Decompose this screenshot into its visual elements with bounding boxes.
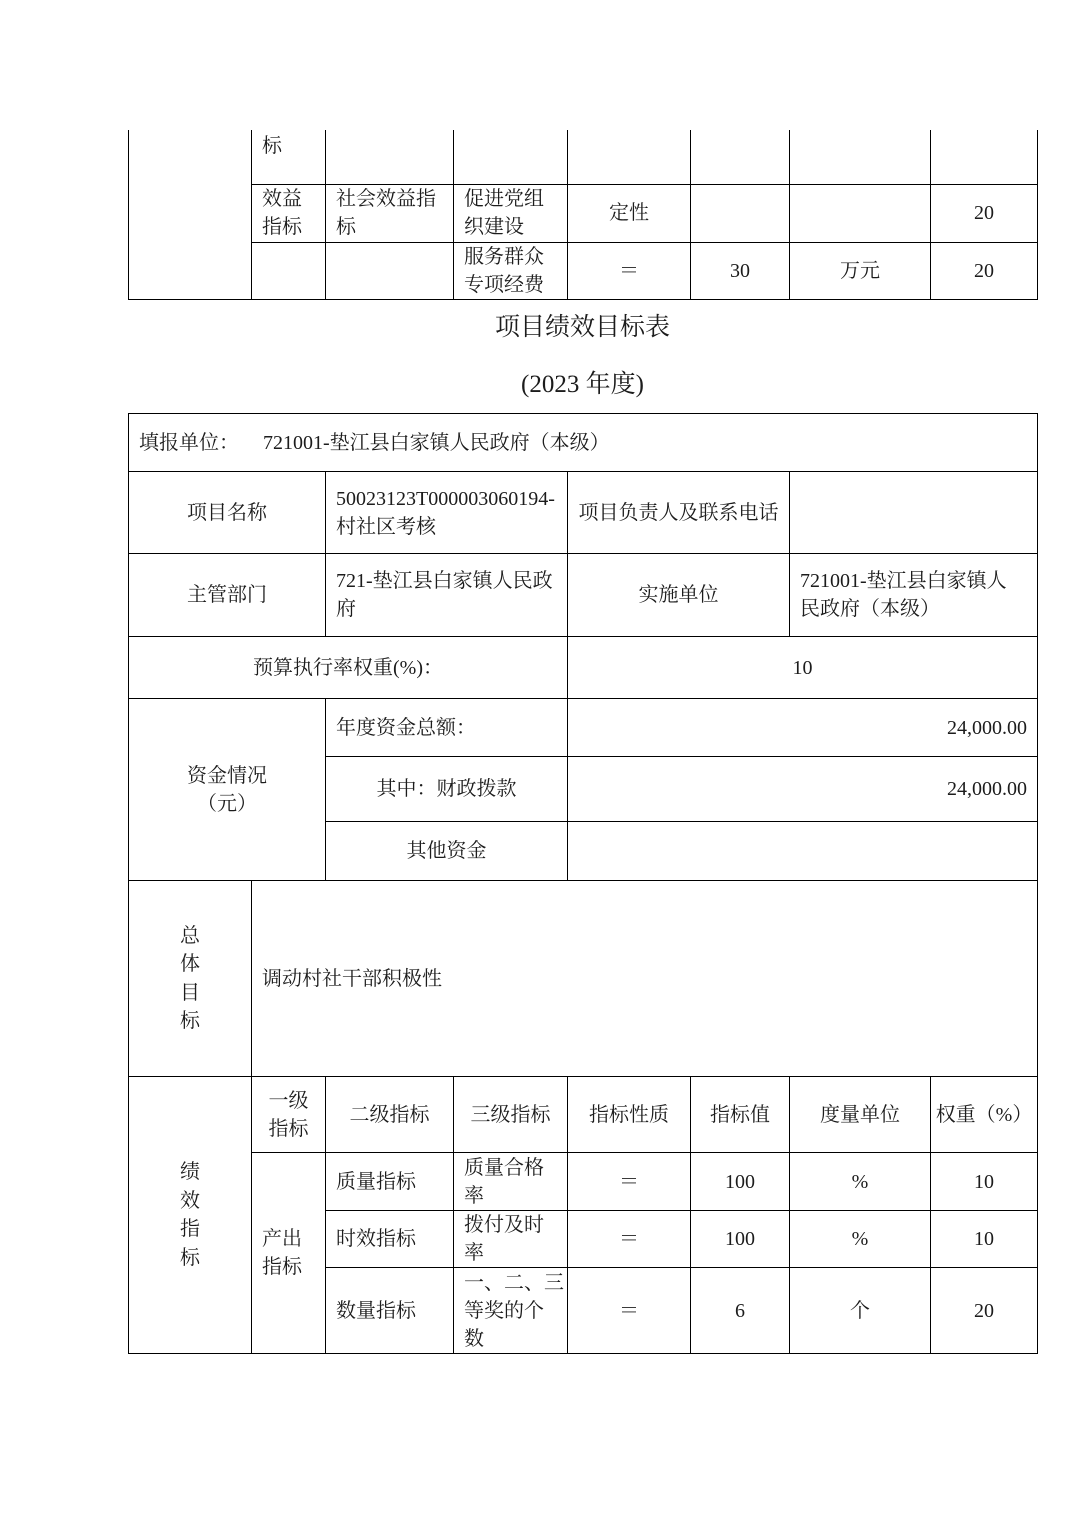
level3-cell: 拨付及时 率: [454, 1211, 568, 1268]
indicator-group-cell: [129, 130, 252, 299]
performance-target-table: [128, 413, 1038, 1354]
reporting-unit-cell: [129, 414, 1038, 472]
level2-cell: [326, 242, 454, 299]
value-cell: 6: [691, 1268, 790, 1354]
header-unit: 度量单位: [790, 1077, 931, 1153]
contact-label: 项目负责人及联系电话: [568, 472, 790, 554]
value-cell: 100: [691, 1211, 790, 1268]
implementer-value: 721001-垫江县白家镇人 民政府（本级）: [790, 554, 1038, 637]
project-name-label: 项目名称: [129, 472, 326, 554]
nature-cell: ＝: [568, 1268, 691, 1354]
level3-cell: 一、二、三 等奖的个 数: [454, 1268, 568, 1354]
output-indicator-label: 产出 指标: [252, 1153, 326, 1354]
funds-label: 资金情况 （元）: [129, 699, 326, 881]
level1-cell: 效益 指标: [252, 184, 326, 242]
table-row: [129, 1153, 1038, 1211]
indicators-label: 绩效指标: [180, 1161, 200, 1269]
project-name-value: 50023123T000003060194- 村社区考核: [326, 472, 568, 554]
overall-goal-value: 调动村社干部积极性: [252, 881, 1038, 1077]
unit-cell: %: [790, 1153, 931, 1211]
unit-cell: [790, 130, 931, 184]
header-level1: 一级 指标: [252, 1077, 326, 1153]
unit-cell: 个: [790, 1268, 931, 1354]
weight-cell: 20: [931, 242, 1038, 299]
indicators-label-cell: [129, 1077, 252, 1354]
weight-cell: 10: [931, 1211, 1038, 1268]
implementer-label: 实施单位: [568, 554, 790, 637]
budget-weight-value: 10: [568, 637, 1038, 699]
value-cell: [691, 184, 790, 242]
funds-total-row: [129, 699, 1038, 757]
nature-cell: ＝: [568, 1211, 691, 1268]
weight-cell: [931, 130, 1038, 184]
funds-fiscal-value: 24,000.00: [568, 757, 1038, 822]
level2-cell: 社会效益指 标: [326, 184, 454, 242]
department-label: 主管部门: [129, 554, 326, 637]
continued-indicator-table: [128, 130, 1038, 300]
funds-fiscal-label: 其中：财政拨款: [326, 757, 568, 822]
level1-cell: [252, 242, 326, 299]
reporting-unit-row: [129, 414, 1038, 472]
funds-other-label: 其他资金: [326, 822, 568, 881]
value-cell: [691, 130, 790, 184]
level1-cell: 标: [252, 130, 326, 184]
level3-cell: 质量合格 率: [454, 1153, 568, 1211]
reporting-unit-label: 填报单位：: [139, 431, 239, 454]
nature-cell: ＝: [568, 1153, 691, 1211]
department-value: 721-垫江县白家镇人民政 府: [326, 554, 568, 637]
page-title: 项目绩效目标表: [494, 314, 670, 341]
contact-value: [790, 472, 1038, 554]
unit-cell: 万元: [790, 242, 931, 299]
weight-cell: 20: [931, 1268, 1038, 1354]
indicator-header-row: [129, 1077, 1038, 1153]
funds-other-value: [568, 822, 1038, 881]
header-value: 指标值: [691, 1077, 790, 1153]
department-row: [129, 554, 1038, 637]
level3-cell: [454, 130, 568, 184]
weight-cell: 10: [931, 1153, 1038, 1211]
table-row: [129, 242, 1038, 299]
unit-cell: %: [790, 1211, 931, 1268]
level2-cell: 质量指标: [326, 1153, 454, 1211]
weight-cell: 20: [931, 184, 1038, 242]
project-name-row: [129, 472, 1038, 554]
value-cell: 100: [691, 1153, 790, 1211]
table-row: [129, 184, 1038, 242]
budget-weight-label: 预算执行率权重(%)：: [129, 637, 568, 699]
unit-cell: [790, 184, 931, 242]
level3-cell: 促进党组 织建设: [454, 184, 568, 242]
header-level2: 二级指标: [326, 1077, 454, 1153]
header-nature: 指标性质: [568, 1077, 691, 1153]
level2-cell: 数量指标: [326, 1268, 454, 1354]
level2-cell: [326, 130, 454, 184]
nature-cell: [568, 130, 691, 184]
funds-total-value: 24,000.00: [568, 699, 1038, 757]
reporting-unit-value: 721001-垫江县白家镇人民政府（本级）: [263, 431, 610, 454]
overall-goal-label-cell: [129, 881, 252, 1077]
nature-cell: 定性: [568, 184, 691, 242]
level3-cell: 服务群众 专项经费: [454, 242, 568, 299]
value-cell: 30: [691, 242, 790, 299]
budget-weight-row: [129, 637, 1038, 699]
overall-goal-label: 总体目标: [180, 924, 200, 1032]
overall-goal-row: [129, 881, 1038, 1077]
table-row: [129, 130, 1038, 184]
header-weight: 权重（%）: [931, 1077, 1038, 1153]
level2-cell: 时效指标: [326, 1211, 454, 1268]
funds-total-label: 年度资金总额：: [326, 699, 568, 757]
nature-cell: ＝: [568, 242, 691, 299]
header-level3: 三级指标: [454, 1077, 568, 1153]
page-subtitle: (2023 年度): [521, 371, 644, 398]
